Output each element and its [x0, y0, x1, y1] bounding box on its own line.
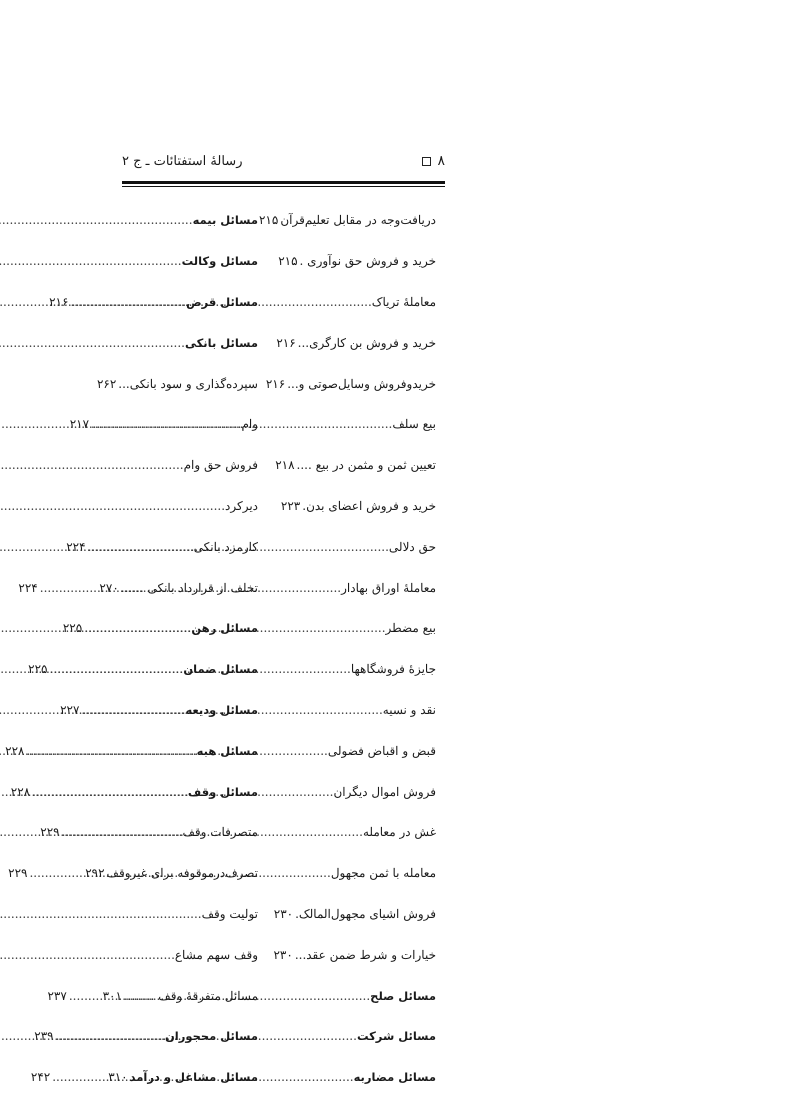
toc-leader-dots: [0, 213, 193, 227]
toc-leader-dots: [0, 336, 185, 350]
toc-entry-title: خرید و فروش اعضای بدن.: [302, 498, 436, 513]
toc-leader-dots: [0, 948, 175, 962]
toc-entry: [265, 363, 436, 404]
toc-entry-title: مسائل رهن: [191, 621, 258, 636]
toc-entry-page: ۲۲۵: [28, 662, 48, 677]
toc-entry: [120, 1016, 258, 1057]
toc-entry-title: مسائل ضمان: [183, 662, 258, 677]
toc-leader-dots: [0, 540, 194, 554]
toc-entry-page: ۲۱۶: [276, 335, 296, 350]
toc-entry-title: مسائل محجوران: [164, 1029, 258, 1044]
toc-entry: [96, 363, 258, 404]
toc-entry-title: معاملهٔ تریاک: [371, 294, 436, 309]
toc-entry-title: مسائل متفرقهٔ وقف ........: [123, 988, 258, 1003]
toc-entry: [108, 1057, 258, 1098]
toc-entry: [120, 730, 258, 771]
toc-entry: [120, 200, 258, 241]
toc-leader-dots: [0, 907, 202, 921]
toc-entry-page: ۲۱۶: [49, 294, 69, 309]
toc-entry: [120, 445, 258, 486]
toc-entry: [120, 486, 258, 527]
toc-entry: [120, 812, 258, 853]
book-title: رسالهٔ استفتائات ـ ج ۲: [122, 153, 243, 169]
toc-entry-page: ۲۴۲: [30, 1070, 51, 1085]
toc-entry: [273, 894, 436, 935]
toc-entry: [120, 322, 258, 363]
toc-entry: [258, 200, 436, 241]
toc-entry-title: فروش اشیای مجهول‌المالک.: [295, 906, 436, 921]
toc-entry-title: معاملهٔ اوراق بهادار: [341, 580, 436, 595]
toc-entry-page: ۲۳۷: [47, 988, 67, 1003]
toc-leader-dots: [0, 254, 182, 268]
page-number-group: [422, 153, 445, 169]
square-bullet-icon: [422, 157, 431, 166]
toc-entry-title: بیع مضطر: [385, 621, 436, 636]
toc-leader-dots: [0, 621, 191, 635]
toc-entry-page: ۲۱۵: [258, 213, 279, 228]
toc-entry: [120, 894, 258, 935]
toc-entry-title: مسائل بیمه: [192, 213, 258, 228]
toc-entry-title: متصرفات وقف: [182, 825, 258, 840]
toc-entry: [273, 934, 436, 975]
toc-entry-page: ۲۱۵: [278, 254, 298, 269]
toc-entry-title: مسائل شرکت: [356, 1029, 436, 1044]
toc-entry-page: ۲۱۸: [275, 458, 295, 473]
toc-entry-page: ۳۱۰: [108, 1070, 128, 1085]
toc-entry-title: وقف سهم مشاع: [174, 947, 258, 962]
toc-entry-title: خریدوفروش وسایل‌صوتی و...: [287, 376, 436, 391]
toc-entry-title: مسائل صلح: [370, 988, 436, 1003]
toc-leader-dots: [0, 499, 225, 513]
header-rule-thick: [122, 181, 445, 184]
toc-entry: [102, 975, 258, 1016]
toc-entry-page: ۲۲۹: [8, 866, 28, 881]
toc-entry: [120, 608, 258, 649]
toc-entry-page: ۲۱۶: [265, 376, 286, 391]
toc-entry-title: مسائل وقف: [187, 784, 258, 799]
toc-entry: [120, 934, 258, 975]
toc-entry-title: معامله با ثمن مجهول: [330, 866, 436, 881]
toc-entry-title: خرید و فروش حق نوآوری .: [299, 254, 436, 269]
toc-entry-title: مسائل مشاغل و درآمد: [129, 1070, 258, 1085]
toc-entry: [275, 445, 436, 486]
toc-entry-page: ۲۲۴: [18, 580, 38, 595]
toc-entry: [120, 690, 258, 731]
toc-entry-title: حق دلالی: [388, 539, 436, 554]
toc-leader-dots: [0, 662, 183, 676]
toc-entry-page: ۲۲۹: [40, 825, 60, 840]
toc-leader-dots: [0, 703, 185, 717]
toc-entry: [120, 771, 258, 812]
toc-entry: [85, 853, 258, 894]
toc-entry-title: کارمزد بانکی: [193, 539, 258, 554]
toc-entry-page: ۲۳۹: [34, 1029, 54, 1044]
toc-entry-page: ۲۳۰: [273, 906, 294, 921]
toc-entry-title: فروش حق وام: [183, 458, 258, 473]
toc-entry-title: فروش اموال دیگران: [333, 784, 436, 799]
toc-entry: [120, 649, 258, 690]
toc-leader-dots: [0, 417, 241, 431]
toc-entry-title: تخلف از قرارداد بانکی ......: [120, 580, 258, 595]
toc-entry-page: ۲۲۸: [10, 784, 31, 799]
toc-entry-page: ۲۲۴: [66, 539, 86, 554]
toc-entry-page: ۲۳۰: [273, 947, 293, 962]
toc-entry-title: خیارات و شرط ضمن عقد...: [294, 947, 436, 962]
toc-entry-title: مسائل بانکی: [184, 335, 258, 350]
toc-entry-title: مسائل مضاربه: [353, 1070, 436, 1085]
toc-entry-title: دیرکرد: [225, 498, 258, 513]
toc-entry-title: مسائل وکالت: [181, 254, 258, 269]
toc-entry-page: ۳۰۱: [102, 988, 122, 1003]
toc-leader-dots: [0, 295, 186, 309]
toc-entry: [99, 567, 258, 608]
toc-entry-page: ۲۲۳: [280, 498, 301, 513]
toc-entry: [278, 241, 436, 282]
toc-entry-title: دریافت‌وجه در مقابل تعلیم‌قرآن: [280, 213, 436, 228]
toc-entry-page: ۲۶۲: [96, 376, 117, 391]
toc-entry-title: تولیت وقف: [201, 906, 258, 921]
toc-entry-title: جایزهٔ فروشگاهها: [350, 662, 436, 677]
toc-leader-dots: [0, 1029, 165, 1043]
toc-entry-page: ۲۱۷: [69, 417, 90, 432]
toc-entry-page: ۲۲۷: [60, 702, 80, 717]
toc-entry-title: مسائل هبه: [196, 743, 258, 758]
toc-leader-dots: [0, 825, 182, 839]
toc-entry-title: مسائل قرض: [186, 294, 258, 309]
toc-entry: [276, 322, 436, 363]
toc-entry-title: وام: [241, 417, 258, 432]
toc-entry-title: تعیین ثمن و مثمن در بیع ....: [296, 458, 436, 473]
toc-entry-title: خرید و فروش بن کارگری...: [297, 335, 436, 350]
header-rule-thin: [122, 186, 445, 187]
toc-leader-dots: [0, 785, 188, 799]
toc-entry-page: ۲۲۸: [5, 743, 25, 758]
toc-entry: [280, 486, 436, 527]
toc-left-column: [85, 200, 258, 1098]
toc-entry-title: سپرده‌گذاری و سود بانکی...: [118, 376, 258, 391]
toc-entry: [120, 241, 258, 282]
toc-entry-page: ۲۹۲: [85, 866, 105, 881]
toc-leader-dots: [0, 458, 184, 472]
toc-entry-title: تصرف‌درموقوفه برای غیروقف: [106, 866, 258, 881]
toc-entry-title: بیع سلف: [392, 417, 436, 432]
toc-entry-title: نقد و نسیه: [382, 702, 436, 717]
page-number: ۸: [437, 153, 445, 169]
toc-entry-title: غش در معامله: [362, 825, 436, 840]
toc-entry-page: ۲۷۰: [99, 580, 119, 595]
toc-entry: [120, 526, 258, 567]
toc-leader-dots: [0, 744, 197, 758]
toc-entry-page: ۲۲۵: [62, 621, 83, 636]
toc-entry: [120, 404, 258, 445]
toc-entry: [120, 282, 258, 323]
page-header: [122, 150, 445, 172]
toc-entry-title: قبض و اقباض فضولی: [327, 743, 436, 758]
toc-entry-title: مسائل ودیعه: [185, 702, 258, 717]
